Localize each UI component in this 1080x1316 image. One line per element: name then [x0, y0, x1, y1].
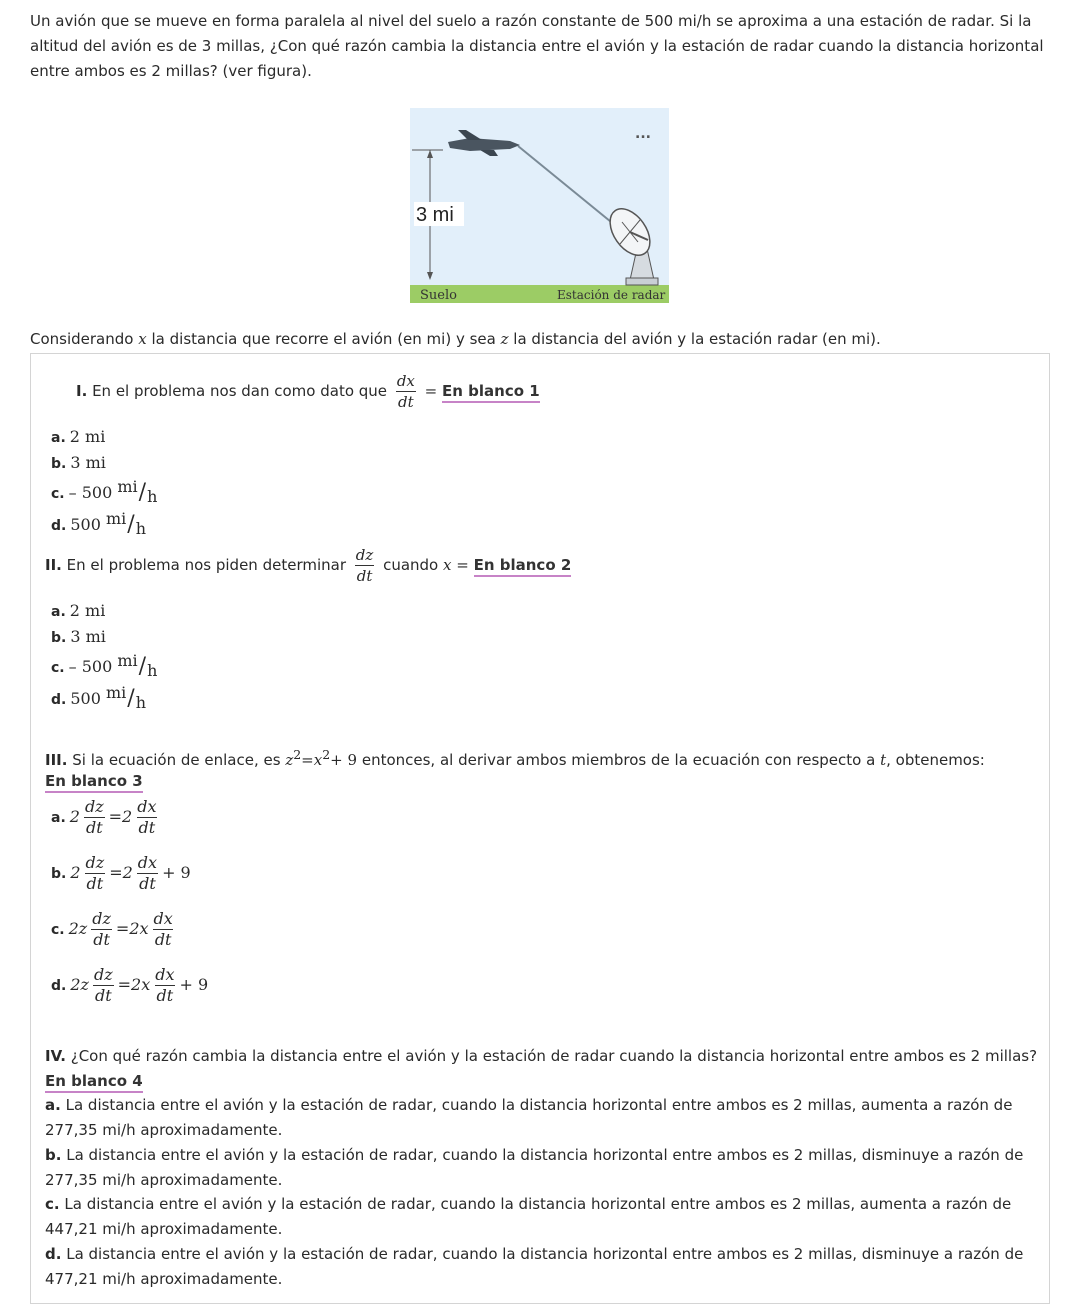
q2-option-c-value: – 500 [68, 657, 113, 676]
q1-option-c[interactable] [51, 477, 158, 507]
q1-text: En el problema nos dan como dato que [92, 382, 388, 400]
q4-option-d-label: d. [45, 1245, 62, 1263]
q3-c-frac-dz [90, 909, 113, 950]
q3-option-c-label: c. [51, 922, 65, 938]
frac-num: dz [93, 965, 113, 984]
blank-3-row [45, 769, 143, 794]
q2-option-a-value: 2 mi [69, 601, 106, 620]
q3-c-frac-dx [152, 909, 175, 950]
q2-option-c[interactable] [51, 651, 158, 681]
q2-frac-den: dt [356, 567, 373, 585]
q4-text: ¿Con qué razón cambia la distancia entre el avión y la estación de radar cuando la distancia horizontal entre ambos es 2 millas? [70, 1047, 1038, 1065]
unit-numerator: mi [105, 683, 127, 702]
q2-option-d-unit: mi / h [106, 686, 146, 711]
q2-option-b-label: b. [51, 630, 67, 646]
q1-option-c-label: c. [51, 486, 65, 502]
problem-statement: Un avión que se mueve en forma paralela al nivel del suelo a razón constante de 500 mi/h se aproxima a una estación de radar. Si la altitud del avión es de 3 millas, ¿Con qué razón cambia la distancia entre el avión y la estación de radar cuando la distancia horizontal entre ambos es 2 millas? (ver figura). [30, 12, 1044, 80]
frac-den: dt [138, 818, 156, 837]
q3-option-d[interactable] [51, 965, 208, 1006]
frac-num: dx [153, 909, 173, 928]
blank-1[interactable]: En blanco 1 [442, 382, 540, 403]
q1-option-d-unit: mi / h [106, 512, 146, 537]
q3-option-a[interactable] [51, 797, 161, 838]
q2-fraction [354, 545, 376, 586]
q3-a-lhs: 2 [69, 807, 80, 826]
unit-numerator: mi [117, 477, 138, 496]
frac-num: dx [137, 797, 157, 816]
frac-den: dt [139, 874, 156, 893]
unit-numerator: mi [105, 509, 127, 528]
question-box [30, 353, 1050, 1304]
q1-option-b-label: b. [51, 456, 67, 472]
z-variable: z [500, 330, 509, 348]
frac-den: dt [94, 986, 112, 1005]
q1-option-d[interactable] [51, 509, 147, 539]
frac-num: dz [92, 909, 111, 928]
q4-option-d[interactable] [45, 1242, 1025, 1292]
frac-den: dt [85, 818, 103, 837]
q1-equals: = [424, 382, 438, 400]
q4-option-c-text: La distancia entre el avión y la estación de radar, cuando la distancia horizontal entre ambos es 2 millas, aumenta a razón de 447,21 mi/h aproximadamente. [45, 1195, 1012, 1238]
consider-suffix: la distancia del avión y la estación radar (en mi). [513, 330, 881, 348]
unit-denominator: h [147, 661, 158, 680]
q3-option-a-label: a. [51, 810, 66, 826]
q4-option-b-label: b. [45, 1146, 62, 1164]
q1-option-c-value: – 500 [68, 483, 113, 502]
frac-den: dt [156, 986, 174, 1005]
frac-num: dz [85, 853, 105, 872]
q1-option-d-label: d. [51, 518, 67, 534]
q2-option-a[interactable] [51, 598, 105, 625]
blank-4-row [45, 1069, 143, 1094]
q3-option-d-label: d. [51, 978, 67, 994]
q3-c-lhs: 2z [68, 919, 88, 938]
q3-a-frac-dz [83, 797, 106, 838]
q3-text-after: entonces, al derivar ambos miembros de la ecuación con respecto a [361, 751, 876, 769]
q1-option-a-label: a. [51, 430, 66, 446]
frac-den: dt [154, 930, 172, 949]
radar-figure [410, 108, 669, 303]
unit-denominator: h [147, 487, 158, 506]
q3-b-frac-dz [84, 853, 107, 894]
q4-number: IV. [45, 1047, 66, 1065]
question-1 [76, 371, 540, 412]
frac-den: dt [93, 930, 110, 949]
q3-d-rhs: =2x [117, 975, 151, 994]
q2-option-a-label: a. [51, 604, 66, 620]
x-variable: x [138, 330, 147, 348]
q4-option-b-text: La distancia entre el avión y la estación de radar, cuando la distancia horizontal entre ambos es 2 millas, disminuye a razón de 277,35 mi/h aproximadamente. [45, 1146, 1024, 1189]
q1-fraction [395, 371, 417, 412]
q2-option-d[interactable] [51, 683, 147, 713]
q4-option-c-label: c. [45, 1195, 60, 1213]
unit-denominator: h [135, 519, 147, 538]
q3-d-tail: + 9 [179, 975, 209, 994]
altitude-label: 3 mi [416, 204, 454, 226]
q4-option-c[interactable] [45, 1192, 1025, 1242]
consider-prefix: Considerando [30, 330, 134, 348]
q3-option-c[interactable] [51, 909, 178, 950]
q1-number: I. [76, 382, 88, 400]
frac-den: dt [86, 874, 104, 893]
sky [410, 108, 669, 285]
question-2 [45, 545, 571, 586]
unit-denominator: h [135, 693, 147, 712]
ground-label: Suelo [420, 288, 457, 303]
eq-exp-z: 2 [293, 747, 302, 762]
q3-a-rhs: =2 [108, 807, 133, 826]
q4-option-a-text: La distancia entre el avión y la estación de radar, cuando la distancia horizontal entre ambos es 2 millas, aumenta a razón de 277,35 mi/h aproximadamente. [45, 1096, 1013, 1139]
frac-num: dz [84, 797, 104, 816]
question-4 [45, 1044, 1037, 1069]
q3-d-frac-dz [92, 965, 115, 1006]
q2-frac-num: dz [355, 546, 374, 564]
q1-option-a-value: 2 mi [69, 427, 106, 446]
eq-plus: + 9 [330, 751, 358, 769]
q1-option-b[interactable] [51, 450, 106, 477]
q4-option-b[interactable] [45, 1143, 1025, 1193]
figure-illustration [410, 108, 669, 303]
q2-option-c-unit: mi / h [117, 654, 157, 679]
q4-option-a[interactable] [45, 1093, 1025, 1143]
q1-option-c-unit: mi / h [117, 480, 157, 505]
q3-number: III. [45, 751, 68, 769]
q1-frac-num: dx [396, 372, 415, 390]
q2-option-c-label: c. [51, 660, 65, 676]
q3-text-before: Si la ecuación de enlace, es [72, 751, 281, 769]
q1-option-d-value: 500 [70, 515, 101, 534]
q3-d-frac-dx [153, 965, 176, 1006]
q2-option-b[interactable] [51, 624, 106, 651]
q1-option-a[interactable] [51, 424, 105, 451]
frac-num: dx [137, 853, 158, 872]
eq-exp-x: 2 [322, 747, 331, 762]
q2-option-d-label: d. [51, 692, 67, 708]
q3-text-end: , obtenemos: [886, 751, 985, 769]
consider-middle: la distancia que recorre el avión (en mi) y sea [151, 330, 496, 348]
q2-option-d-value: 500 [70, 689, 101, 708]
q2-when: cuando [383, 556, 439, 574]
q2-option-b-value: 3 mi [70, 627, 106, 646]
q3-option-b-label: b. [51, 866, 67, 882]
blank-4[interactable]: En blanco 4 [45, 1072, 143, 1093]
q3-b-rhs: =2 [109, 863, 133, 882]
q3-b-frac-dx [136, 853, 159, 894]
q1-option-b-value: 3 mi [70, 453, 106, 472]
q4-option-d-text: La distancia entre el avión y la estación de radar, cuando la distancia horizontal entre ambos es 2 millas, disminuye a razón de 477,21 mi/h aproximadamente. [45, 1245, 1024, 1288]
q1-frac-den: dt [398, 393, 414, 411]
q3-equation [285, 747, 358, 769]
eq-x: x [313, 751, 323, 769]
q3-b-lhs: 2 [70, 863, 81, 882]
station-label: Estación de radar [557, 288, 666, 302]
consider-line [30, 327, 1060, 352]
eq-z: z [285, 751, 294, 769]
q3-d-lhs: 2z [70, 975, 89, 994]
q3-a-frac-dx [135, 797, 158, 838]
q2-text: En el problema nos piden determinar [66, 556, 346, 574]
question-3 [45, 742, 985, 773]
q3-b-tail: + 9 [162, 863, 191, 882]
blank-2[interactable]: En blanco 2 [474, 556, 572, 577]
q2-var: x = [443, 556, 469, 574]
eq-equals: = [301, 751, 314, 769]
frac-num: dx [155, 965, 175, 984]
q3-c-rhs: =2x [115, 919, 149, 938]
q3-t-var: t [880, 751, 887, 769]
q3-option-b[interactable] [51, 853, 191, 894]
q4-option-a-label: a. [45, 1096, 61, 1114]
q2-number: II. [45, 556, 62, 574]
figure-dots: ... [635, 126, 651, 142]
blank-3[interactable]: En blanco 3 [45, 772, 143, 793]
unit-numerator: mi [117, 651, 138, 670]
